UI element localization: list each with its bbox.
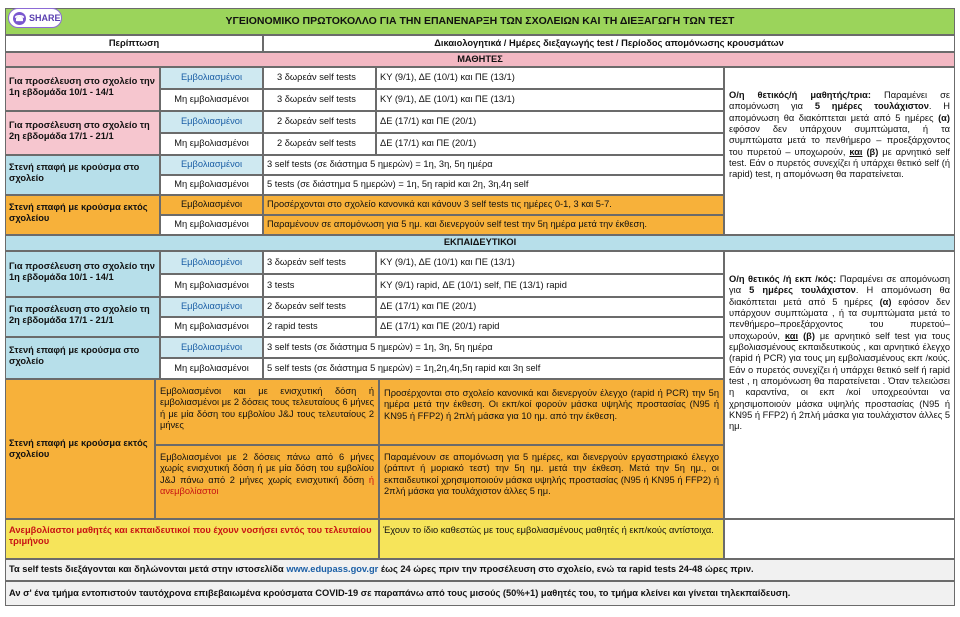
student-week1-unvacc-tests: 3 δωρεάν self tests	[263, 89, 376, 111]
teacher-week1-vacc-tests: 3 δωρεάν self tests	[263, 251, 376, 274]
share-icon: ☎	[14, 13, 25, 23]
teacher-week2-vacc-tests: 2 δωρεάν self tests	[263, 297, 376, 317]
student-contact-school-vacc: Εμβολιασμένοι	[160, 155, 263, 175]
student-week1-vacc-days: ΚΥ (9/1), ΔΕ (10/1) και ΠΕ (13/1)	[376, 67, 724, 89]
student-week2-vacc: Εμβολιασμένοι	[160, 111, 263, 133]
student-week2-vacc-days: ΔΕ (17/1) και ΠΕ (20/1)	[376, 111, 724, 133]
student-contact-outside-vacc: Εμβολιασμένοι	[160, 195, 263, 215]
share-label: SHARE	[29, 13, 61, 23]
teacher-outside-boosted: Εμβολιασμένοι και με ενισχυτική δόση ή εμβολιασμένοι με 2 δόσεις τους τελευταίους 6 μήνες ή με μία δόση του εμβολίου J&J τους τελευταίους 2 μήνες	[155, 379, 379, 445]
unvaccinated-highlight: ή ανεμβολίαστοι	[160, 474, 374, 496]
student-week2-unvacc: Μη εμβολιασμένοι	[160, 133, 263, 155]
student-contact-school-vacc-text: 3 self tests (σε διάστημα 5 ημερών) = 1η, 3η, 5η ημέρα	[263, 155, 724, 175]
section-students: ΜΑΘΗΤΕΣ	[5, 52, 955, 67]
student-week1-unvacc-days: ΚΥ (9/1), ΔΕ (10/1) και ΠΕ (13/1)	[376, 89, 724, 111]
student-contact-outside-label: Στενή επαφή με κρούσμα εκτός σχολείου	[5, 195, 160, 235]
student-contact-outside-unvacc-text: Παραμένουν σε απομόνωση για 5 ημ. και διενεργούν self test την 5η ημέρα μετά την έκθεση.	[263, 215, 724, 235]
recovered-text: Έχουν το ίδιο καθεστώς με τους εμβολιασμένους μαθητές ή εκπ/κούς αντίστοιχα.	[379, 519, 724, 559]
edupass-link[interactable]: www.edupass.gov.gr	[286, 564, 379, 575]
recovered-label: Ανεμβολίαστοι μαθητές και εκπαιδευτικοί που έχουν νοσήσει εντός του τελευταίου τριμήνου	[5, 519, 379, 559]
teacher-week1-unvacc-tests: 3 tests	[263, 274, 376, 297]
header-docs: Δικαιολογητικά / Ημέρες διεξαγωγής test / Περίοδος απομόνωσης κρουσμάτων	[263, 35, 955, 52]
teacher-contact-school-label: Στενή επαφή με κρούσμα στο σχολείο	[5, 337, 160, 379]
share-button[interactable]	[8, 8, 62, 28]
student-contact-school-unvacc: Μη εμβολιασμένοι	[160, 175, 263, 195]
teacher-week2-vacc: Εμβολιασμένοι	[160, 297, 263, 317]
student-contact-outside-vacc-text: Προσέρχονται στο σχολείο κανονικά και κάνουν 3 self tests τις ημέρες 0-1, 3 και 5-7.	[263, 195, 724, 215]
teacher-contact-school-vacc-text: 3 self tests (σε διάστημα 5 ημερών) = 1η, 3η, 5η ημέρα	[263, 337, 724, 358]
student-week2-unvacc-days: ΔΕ (17/1) και ΠΕ (20/1)	[376, 133, 724, 155]
teacher-outside-boosted-text: Προσέρχονται στο σχολείο κανονικά και διενεργούν έλεγχο (rapid ή PCR) την 5η ημέρα μετά την έκθεση. Οι εκπ/κοί φορούν μάσκα υψηλής προστασίας (N95 ή KN95 ή FFP2) ή 2πλή μάσκα για 10 ημ. από την έκθεση.	[379, 379, 724, 445]
student-week1-unvacc: Μη εμβολιασμένοι	[160, 89, 263, 111]
student-contact-school-unvacc-text: 5 tests (σε διάστημα 5 ημερών) = 1η, 5η rapid και 2η, 3η,4η self	[263, 175, 724, 195]
student-positive-note: Ο/η θετικός/ή μαθητής/τρια: Παραμένει σε απομόνωση για 5 ημέρες τουλάχιστον. Η απομόνωση θα διακόπτεται μετά από 5 ημέρες (α) εφόσον δεν υπάρχουν συμπτώματα, ή τα συμπτώματα μετά το πενθήμερο – προεξάρχοντος του πυρετού – υποχωρούν, και (β) με αρνητικό self test. Εάν ο πυρετός συνεχίζει ή υπάρχει θετικό self (ή rapid) test, η απομόνωση θα παρατείνεται.	[724, 67, 955, 235]
teacher-week2-vacc-days: ΔΕ (17/1) και ΠΕ (20/1)	[376, 297, 724, 317]
student-week2-unvacc-tests: 2 δωρεάν self tests	[263, 133, 376, 155]
teacher-contact-school-unvacc: Μη εμβολιασμένοι	[160, 358, 263, 379]
teacher-week2-unvacc: Μη εμβολιασμένοι	[160, 317, 263, 337]
teacher-week2-unvacc-days: ΔΕ (17/1) και ΠΕ (20/1) rapid	[376, 317, 724, 337]
teacher-week1-unvacc: Μη εμβολιασμένοι	[160, 274, 263, 297]
footer-selftests-note: Τα self tests διεξάγονται και δηλώνονται μετά στην ιστοσελίδα www.edupass.gov.gr έως 24 ώρες πριν την προσέλευση στο σχολείο, ενώ τα rapid tests 24-48 ώρες πριν.	[5, 559, 955, 581]
student-contact-school-label: Στενή επαφή με κρούσμα στο σχολείο	[5, 155, 160, 195]
teacher-outside-unboosted-text: Παραμένουν σε απομόνωση για 5 ημέρες, και διενεργούν εργαστηριακό έλεγχο (ράπιντ ή μοριακό τεστ) την 5η ημ. μετά την έκθεση. Μετά την 5η ημ., οι εκπαιδευτικοί χρησιμοποιούν μάσκα υψηλής προστασίας (N95 ή KN95 ή FFP2) ή 2πλή μάσκα για τουλάχιστον άλλες 5 ημ.	[379, 445, 724, 519]
teacher-contact-school-unvacc-text: 5 self tests (σε διάστημα 5 ημερών) = 1η,2η,4η,5η rapid και 3η self	[263, 358, 724, 379]
student-week1-vacc: Εμβολιασμένοι	[160, 67, 263, 89]
recovered-empty	[724, 519, 955, 559]
student-week2-vacc-tests: 2 δωρεάν self tests	[263, 111, 376, 133]
section-teachers: ΕΚΠΑΙΔΕΥΤΙΚΟΙ	[5, 235, 955, 251]
header-case: Περίπτωση	[5, 35, 263, 52]
teacher-week1-label: Για προσέλευση στο σχολείο την 1η εβδομάδα 10/1 - 14/1	[5, 251, 160, 297]
teacher-outside-unboosted: Εμβολιασμένοι με 2 δόσεις πάνω από 6 μήνες χωρίς ενισχυτική δόση ή με μία δόση του εμβολίου J&J πάνω από 2 μήνες χωρίς ενισχυτική δόση ή ανεμβολίαστοι	[155, 445, 379, 519]
teacher-contact-outside-label: Στενή επαφή με κρούσμα εκτός σχολείου	[5, 379, 155, 519]
teacher-week1-vacc-days: ΚΥ (9/1), ΔΕ (10/1) και ΠΕ (13/1)	[376, 251, 724, 274]
teacher-positive-note: Ο/η θετικός /ή εκπ /κός: Παραμένει σε απομόνωση για 5 ημέρες τουλάχιστον. Η απομόνωση θα διακόπτεται μετά από 5 ημέρες (α) εφόσον δεν υπάρχουν συμπτώματα , ή τα συμπτώματα μετά το πενθήμερο–προεξάρχοντος του πυρετού–υποχωρούν, και (β) με αρνητικό self test για τους εμβολιασμένους εκπαιδευτικούς , και αρνητικό έλεγχο (rapid ή PCR) για τους μη εμβολιασμένους εκπ /κούς. Εάν ο πυρετός συνεχίζει ή υπάρχει θετικό self ή rapid test , η απομόνωση θα παρατείνεται . Όταν τελειώσει η καραντίνα, οι εκπ /κοί υποχρεούνται να χρησιμοποιούν μάσκα υψηλής προστασίας (N95 ή KN95 ή FFP2) ή 2πλή μάσκα για τουλάχιστον άλλες 5 ημ.	[724, 251, 955, 519]
teacher-week2-unvacc-tests: 2 rapid tests	[263, 317, 376, 337]
footer-class-closure-note: Αν σ' ένα τμήμα εντοπιστούν ταυτόχρονα επιβεβαιωμένα κρούσματα COVID-19 σε παραπάνω από τους μισούς (50%+1) μαθητές του, το τμήμα κλείνει και γίνεται τηλεκπαίδευση.	[5, 581, 955, 606]
student-week1-vacc-tests: 3 δωρεάν self tests	[263, 67, 376, 89]
teacher-week2-label: Για προσέλευση στο σχολείο τη 2η εβδομάδα 17/1 - 21/1	[5, 297, 160, 337]
teacher-week1-unvacc-days: ΚΥ (9/1) rapid, ΔΕ (10/1) self, ΠΕ (13/1) rapid	[376, 274, 724, 297]
student-week1-label: Για προσέλευση στο σχολείο την 1η εβδομάδα 10/1 - 14/1	[5, 67, 160, 111]
teacher-week1-vacc: Εμβολιασμένοι	[160, 251, 263, 274]
student-contact-outside-unvacc: Μη εμβολιασμένοι	[160, 215, 263, 235]
teacher-contact-school-vacc: Εμβολιασμένοι	[160, 337, 263, 358]
student-week2-label: Για προσέλευση στο σχολείο τη 2η εβδομάδα 17/1 - 21/1	[5, 111, 160, 155]
document-title: ΥΓΕΙΟΝΟΜΙΚΟ ΠΡΩΤΟΚΟΛΛΟ ΓΙΑ ΤΗΝ ΕΠΑΝΕΝΑΡΞΗ ΤΩΝ ΣΧΟΛΕΙΩΝ ΚΑΙ ΤΗ ΔΙΕΞΑΓΩΓΗ ΤΩΝ ΤΕΣΤ	[5, 8, 955, 35]
